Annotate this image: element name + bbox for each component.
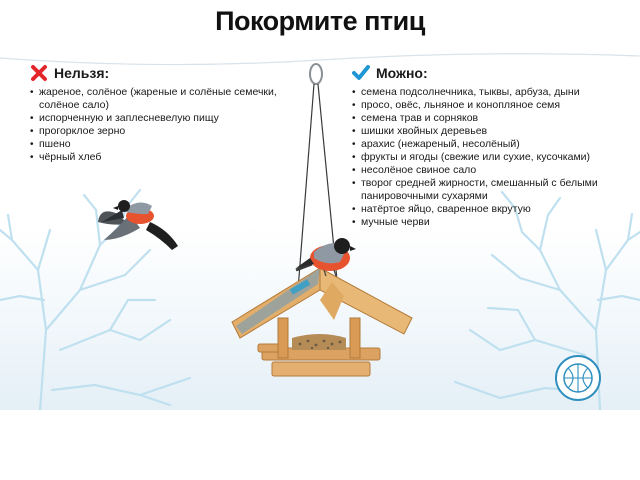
can-list-item: • просо, овёс, льняное и конопляное семя: [352, 99, 632, 112]
cannot-heading: Нельзя:: [54, 65, 110, 81]
hanging-ring: [310, 64, 322, 84]
cannot-list: [30, 86, 300, 164]
can-list-item: • мучные черви: [352, 216, 632, 229]
cannot-list-item: • пшено: [30, 138, 300, 151]
cannot-list-item: • жареное, солёное (жареные и солёные семечки, солёное сало): [30, 86, 300, 112]
can-heading: Можно:: [376, 65, 428, 81]
can-column: [352, 64, 632, 229]
can-list-item: • семена трав и сорняков: [352, 112, 632, 125]
can-list-item: • шишки хвойных деревьев: [352, 125, 632, 138]
perched-bullfinch-image: [296, 238, 356, 276]
red-cross-icon: [30, 64, 48, 82]
can-list: [352, 86, 632, 229]
can-list-item: • несолёное свиное сало: [352, 164, 632, 177]
can-list-item: • творог средней жирности, смешанный с белыми панировочными сухарями: [352, 177, 632, 203]
bird-feeder-image: [232, 268, 412, 376]
cannot-header: [30, 64, 300, 82]
cannot-column: [30, 64, 300, 164]
can-header: [352, 64, 632, 82]
globe-emblem-icon: [556, 356, 600, 400]
blue-checkmark-icon: [352, 64, 370, 82]
flying-bullfinch-image: [98, 200, 178, 250]
cannot-list-item: • прогорклое зерно: [30, 125, 300, 138]
can-list-item: • натёртое яйцо, сваренное вкрутую: [352, 203, 632, 216]
cannot-list-item: • чёрный хлеб: [30, 151, 300, 164]
can-list-item: • семена подсолнечника, тыквы, арбуза, дыни: [352, 86, 632, 99]
can-list-item: • арахис (нежареный, несолёный): [352, 138, 632, 151]
page-title: Покормите птиц: [215, 6, 425, 36]
cannot-list-item: • испорченную и заплесневелую пищу: [30, 112, 300, 125]
can-list-item: • фрукты и ягоды (свежие или сухие, кусочками): [352, 151, 632, 164]
